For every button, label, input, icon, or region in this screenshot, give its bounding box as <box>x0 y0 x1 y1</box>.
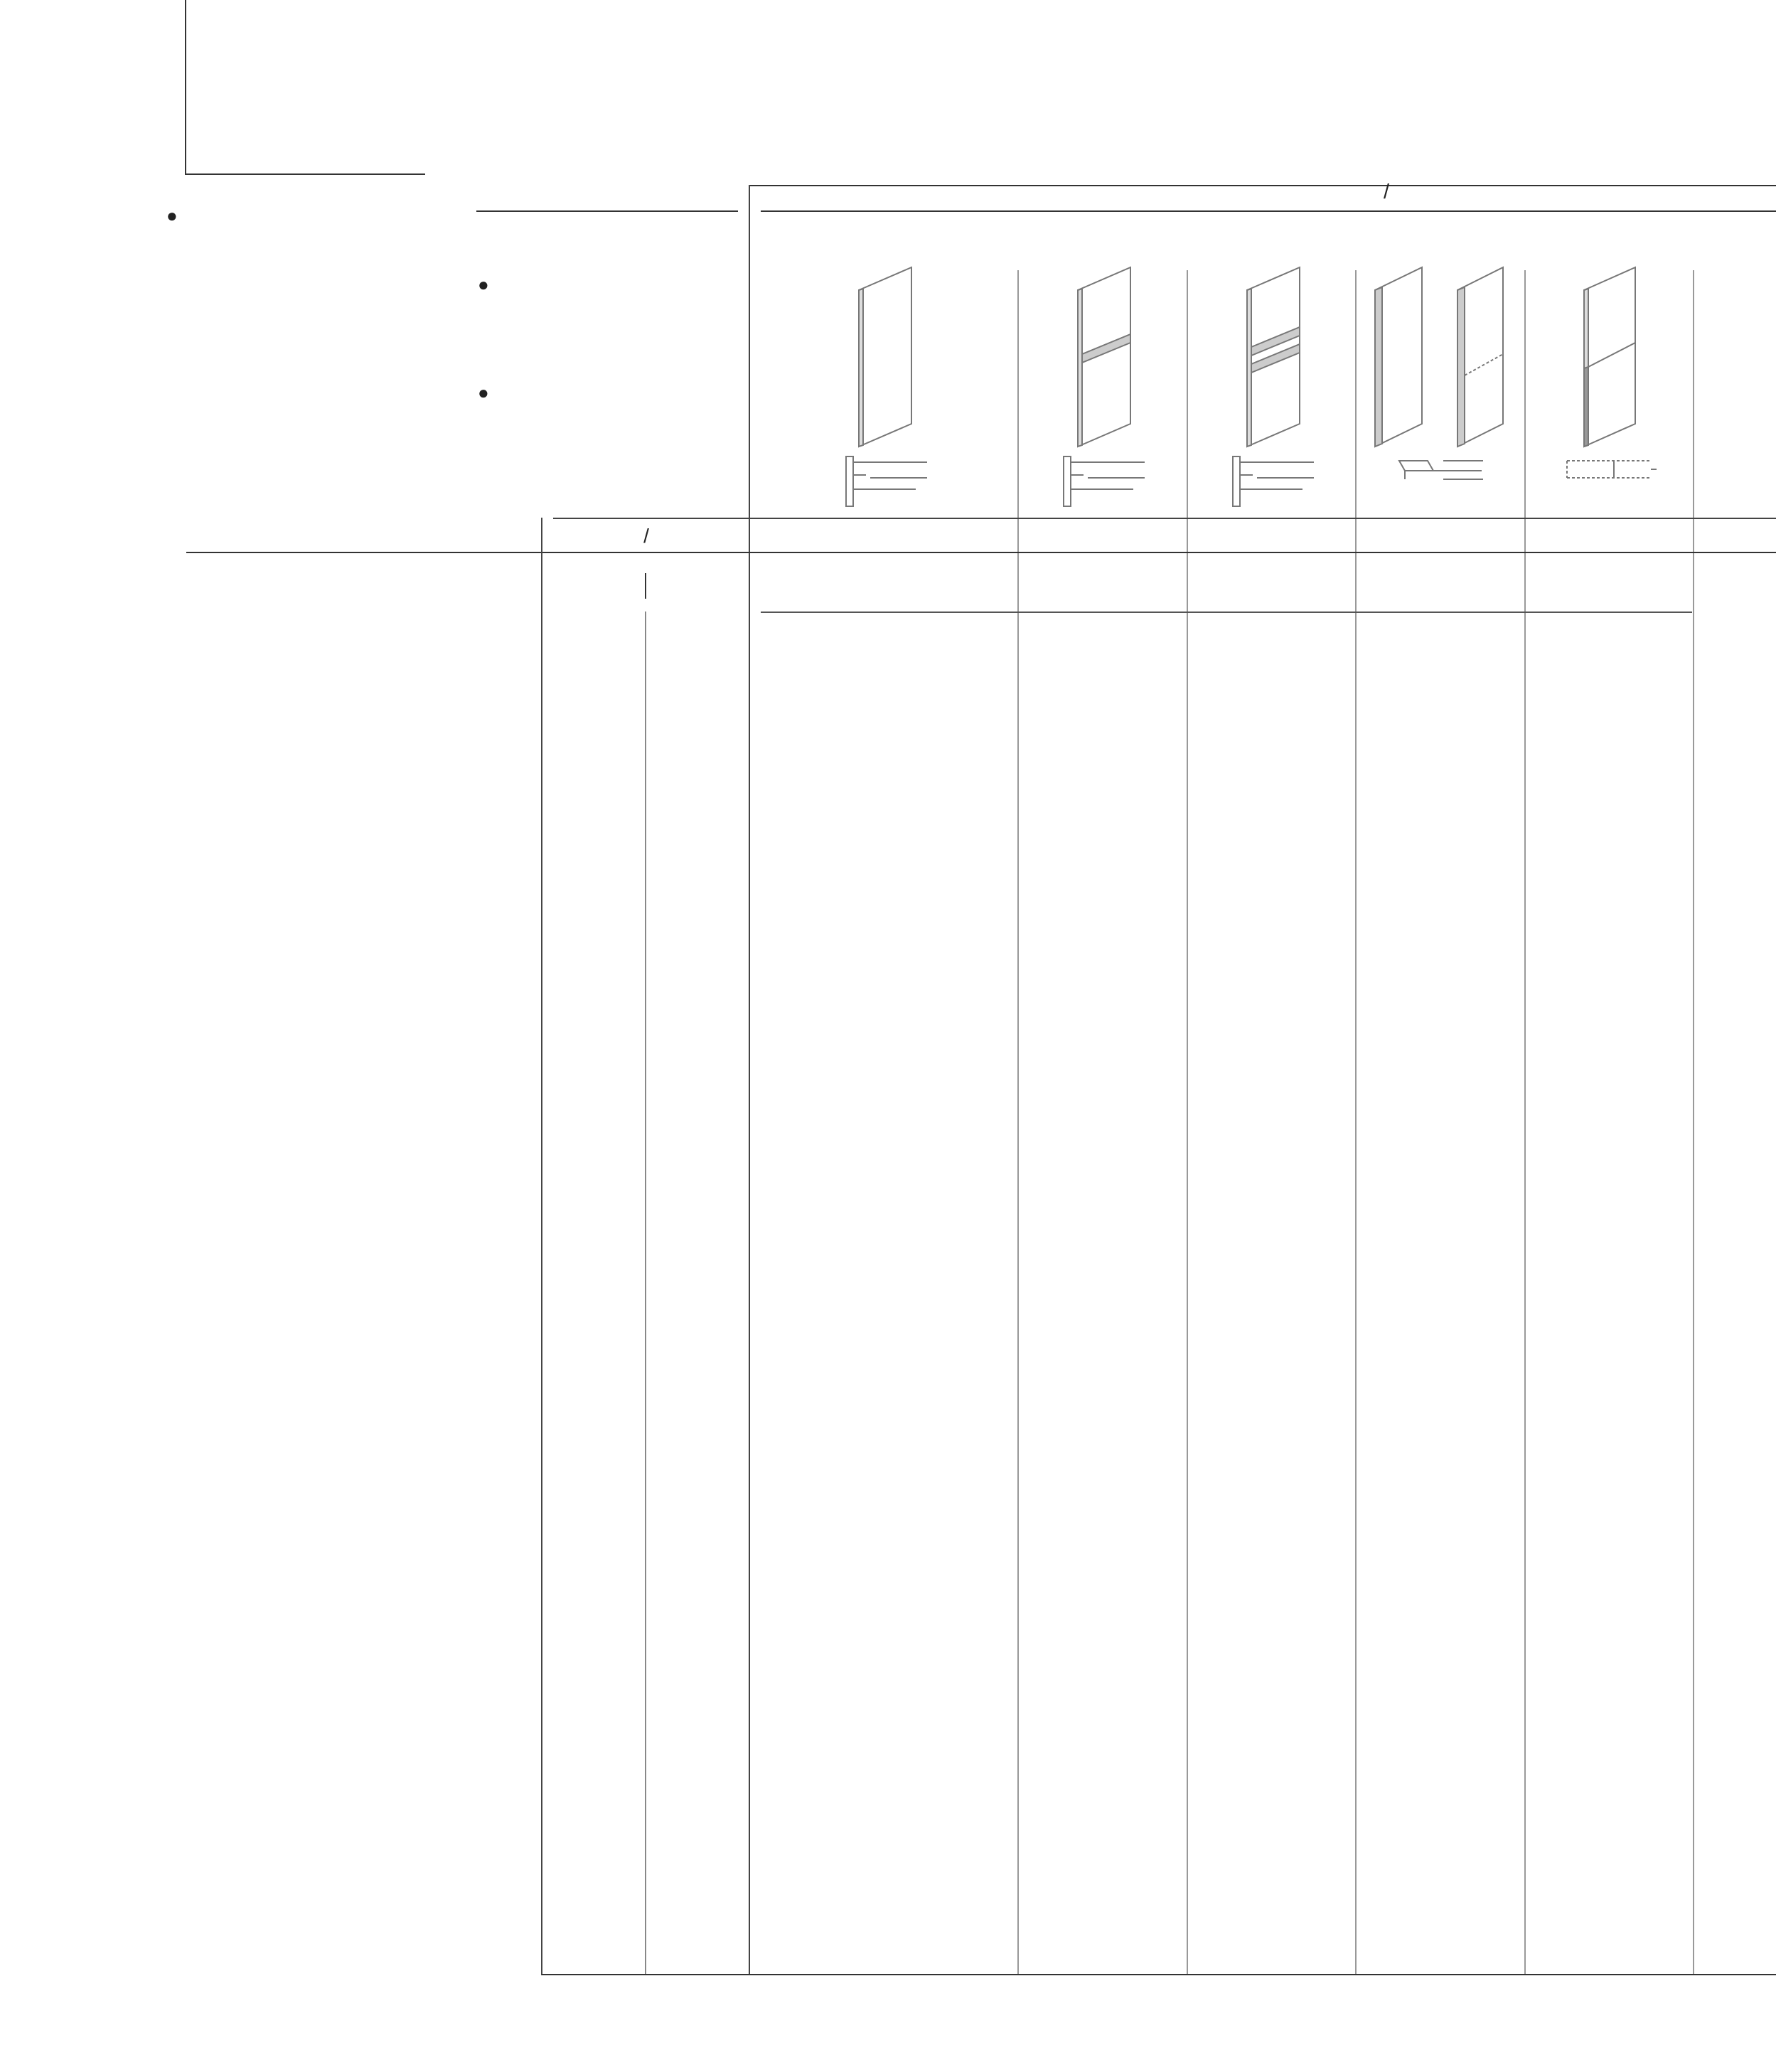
finish-cell <box>1024 566 1095 587</box>
finish-cell <box>1531 566 1603 587</box>
finish-cell <box>762 566 833 587</box>
finish-cell <box>1276 566 1354 587</box>
col-divider <box>1017 270 1019 1975</box>
door-zero-icon <box>846 267 927 506</box>
depth-68-header <box>648 576 748 597</box>
bullet-icon: ● <box>478 382 489 403</box>
door-illustrations <box>0 0 1776 512</box>
header-rule-top <box>553 518 1776 519</box>
finish-cell <box>1194 566 1266 587</box>
door-athena-icon <box>1233 267 1314 506</box>
col-divider <box>1187 270 1188 1975</box>
depth-col-divider <box>645 612 646 1975</box>
bullet-icon: ● <box>166 205 178 226</box>
col-divider <box>1355 270 1357 1975</box>
table-bottom-rule <box>542 1974 1776 1975</box>
finish-cell <box>1106 566 1184 587</box>
finish-cell <box>1362 566 1433 587</box>
col-divider <box>1693 270 1694 1975</box>
code-section-border <box>541 518 542 1975</box>
finish-cell <box>840 566 911 587</box>
finish-cell <box>1443 566 1521 587</box>
bullet-icon: ● <box>478 274 489 295</box>
code-header: / <box>643 525 649 547</box>
depth-525-header <box>544 576 643 597</box>
header-rule-bottom <box>186 552 1776 553</box>
finish-cell <box>917 566 1017 587</box>
door-plano-b-icon <box>1443 267 1503 479</box>
col-divider <box>1524 270 1526 1975</box>
depth-header-divider <box>645 573 646 599</box>
door-delta-icon <box>1064 267 1145 506</box>
finish-row-rule <box>761 612 1692 613</box>
finish-cell <box>1611 566 1689 587</box>
category-title: / <box>1383 181 1390 203</box>
door-city-icon <box>1567 267 1657 478</box>
